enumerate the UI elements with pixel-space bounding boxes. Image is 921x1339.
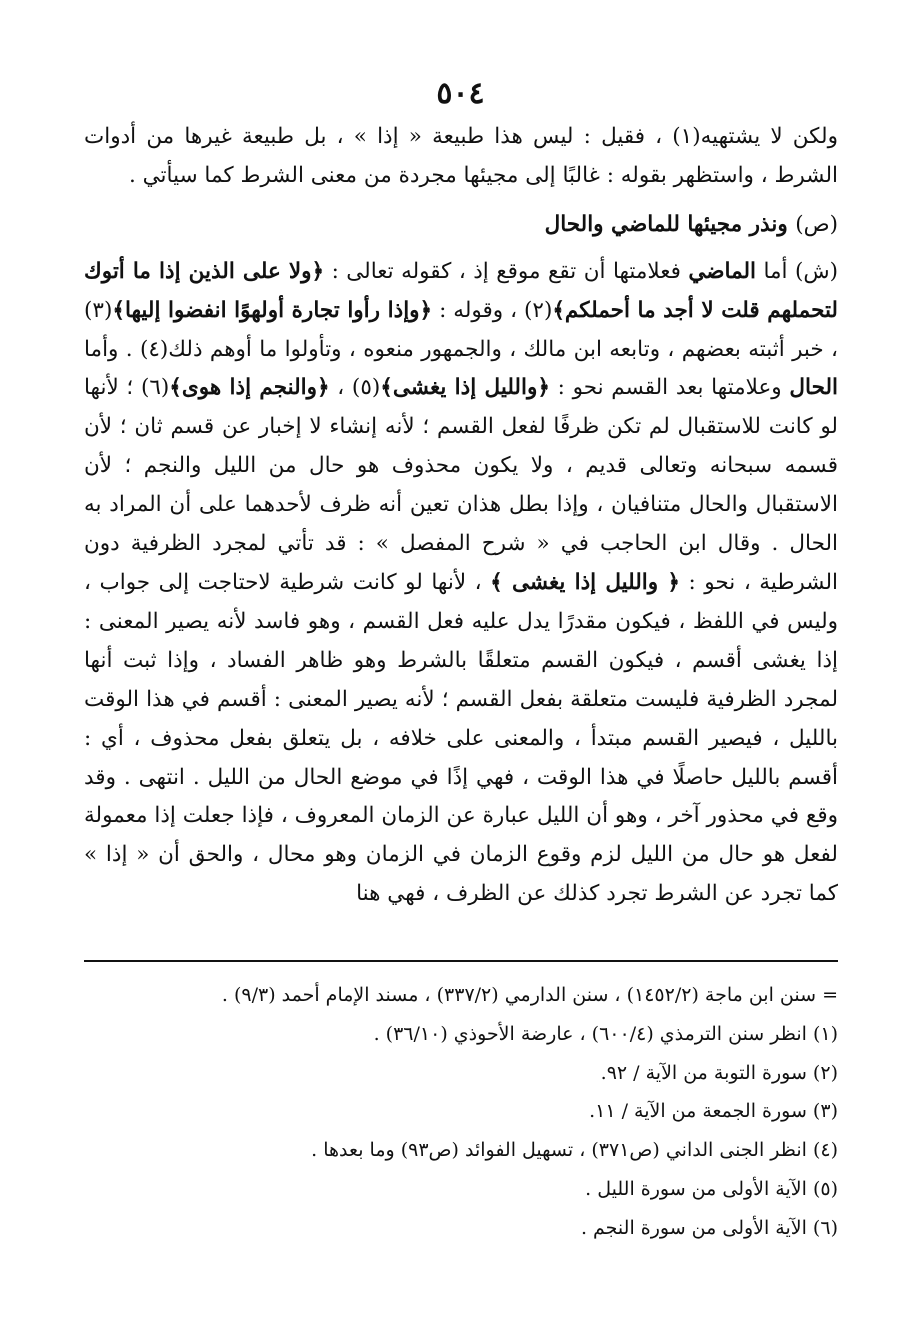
commentary-text: (٥) ، (337, 375, 381, 401)
section-heading-text: ونذر مجيئها للماضي والحال (544, 211, 788, 237)
page-number: ٥٠٤ (436, 76, 485, 111)
quran-quote: ﴿والليل إذا يغشى﴾ (380, 375, 550, 401)
commentary-paragraph (84, 253, 838, 914)
section-heading (84, 206, 838, 245)
commentary-text: (٢) ، وقوله : (439, 297, 553, 323)
footnote-divider (84, 960, 838, 962)
quran-quote: ﴿وإذا رأوا تجارة أولهوًا انفضوا إليها﴾ (112, 297, 433, 323)
footnote-6: (٦) الآية الأولى من سورة النجم . (580, 1216, 838, 1239)
intro-paragraph: ولكن لا يشتهيه(١) ، فقيل : ليس هذا طبيعة « إذا » ، بل طبيعة غيرها من أدوات الشرط ، واستظهر بقوله : غالبًا إلى مجيئها مجردة من معنى الشرط كما سيأتي . (84, 124, 838, 188)
footnote-1: (١) انظر سنن الترمذي (٦٠٠/٤) ، عارضة الأحوذي (٣٦/١٠) . (373, 1022, 838, 1045)
section-tag: (ص) (795, 211, 838, 237)
quran-quote: ﴿والنجم إذا هوى﴾ (169, 375, 330, 401)
footnote-4: (٤) انظر الجنى الداني (ص٣٧١) ، تسهيل الفوائد (ص٩٣) وما بعدها . (311, 1139, 838, 1162)
commentary-text: فعلامتها أن تقع موقع إذ ، كقوله تعالى : (331, 258, 681, 284)
footnotes (84, 976, 838, 1248)
footnote-5: (٥) الآية الأولى من سورة الليل . (585, 1177, 838, 1200)
main-text (84, 118, 838, 914)
footnote-2: (٢) سورة التوبة من الآية / ٩٢. (600, 1061, 838, 1084)
commentary-text: (ش) أما (763, 258, 838, 284)
commentary-text: (٣) ، خبر أثبته بعضهم ، وتابعه ابن مالك ، والجمهور منعوه ، وتأولوا ما أوهم ذلك(٤) . وأما (84, 297, 838, 362)
footnote-3: (٣) سورة الجمعة من الآية / ١١. (589, 1100, 838, 1123)
footnote-continuation: = سنن ابن ماجة (١٤٥٢/٢) ، سنن الدارمي (٣٣٧/٢) ، مسند الإمام أحمد (٩/٣) . (221, 984, 838, 1006)
commentary-text: ، لأنها لو كانت شرطية لاحتاجت إلى جواب ، وليس في اللفظ ، فيكون مقدرًا يدل عليه فعل القسم ، وهو فاسد لأنه يصير المعنى : إذا يغشى أقسم ، فيكون القسم متعلقًا بالشرط وهو ظاهر الفساد ، وإذا ثبت أنها لمجرد الظرفية فليست متعلقة بفعل القسم ؛ لأنه يصير المعنى : أقسم في هذا الوقت بالليل ، فيصير القسم مبتدأ ، والمعنى على خلافه ، بل يتعلق بفعل محذوف ، أي : أقسم بالليل حاصلًا في هذا الوقت ، فهي إذًا في موضع الحال من الليل . انتهى . وقد وقع في محذور آخر ، وهو أن الليل عبارة عن الزمان المعروف ، فإذا جعلت إذا معمولة لفعل هو حال من الليل لزم وقوع الزمان في الزمان وهو محال ، والحق أن « إذا » كما تجرد عن الشرط تجرد كذلك عن الظرف ، فهي هنا (84, 569, 838, 907)
quran-quote: ﴿ولا على الذين إذا ما أتوك لتحملهم قلت لا أجد ما أحملكم﴾ (84, 258, 838, 323)
term-hal: الحال (789, 375, 838, 401)
quran-quote: ﴿ والليل إذا يغشى ﴾ (490, 569, 680, 595)
term-madi: الماضي (688, 258, 757, 284)
commentary-text: (٦) ؛ لأنها لو كانت للاستقبال لم تكن ظرفًا لفعل القسم ؛ لأنه إنشاء لا إخبار عن قسم ثان ؛ لأن قسمه سبحانه وتعالى قديم ، ولا يكون محذوف هو حال من الليل والنجم ؛ لأن الاستقبال والحال متنافيان ، وإذا بطل هذان تعين أنه ظرف لأحدهما على أن المراد به الحال . وقال ابن الحاجب في « شرح المفصل » : قد تأتي لمجرد الظرفية دون الشرطية ، نحو : (84, 375, 838, 595)
commentary-text: وعلامتها بعد القسم نحو : (557, 375, 782, 401)
